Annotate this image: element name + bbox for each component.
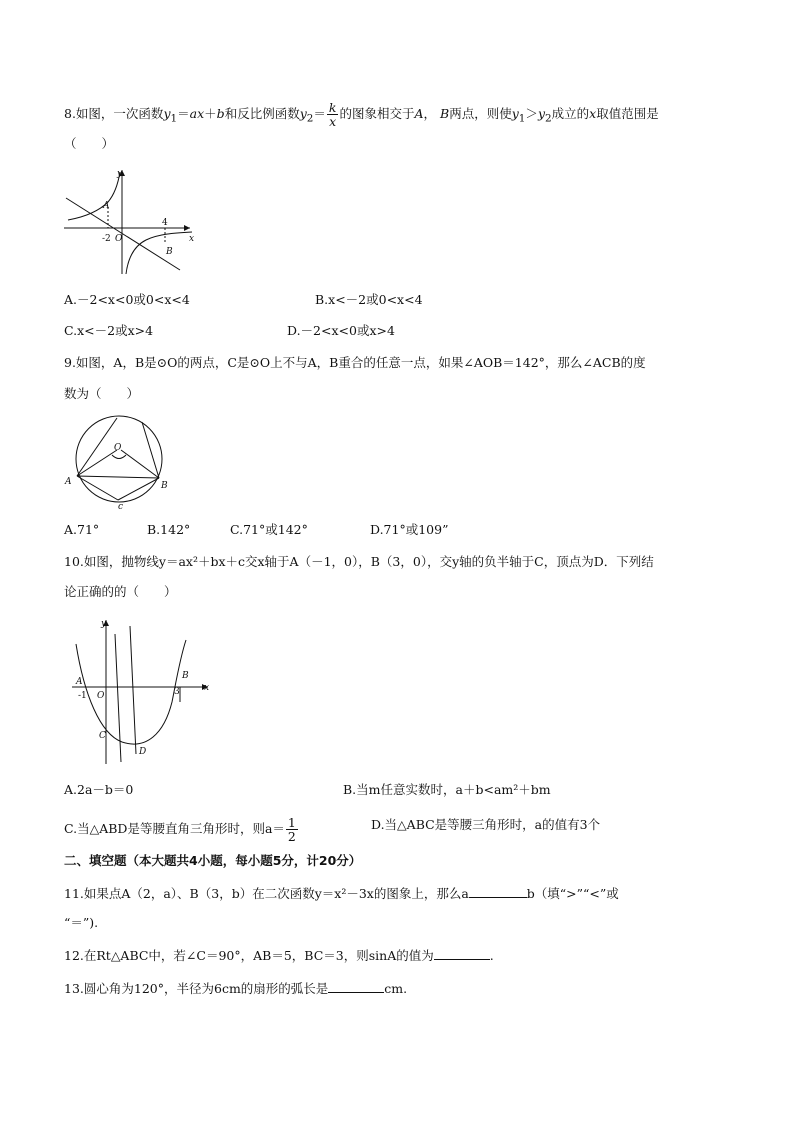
q12-stem <box>64 946 494 965</box>
q9-option-d: D.71°或109” <box>370 522 449 537</box>
q8-text: 和反比例函数 <box>224 106 300 121</box>
q8-sub: 2 <box>545 112 552 125</box>
q13-text: cm. <box>384 981 408 996</box>
fraction-denominator: 2 <box>287 829 296 844</box>
q8-text: 两点，则使 <box>449 106 512 121</box>
q13-text: 13.圆心角为120°，半径为6cm的扇形的弧长是 <box>64 981 329 996</box>
q8-sub: 1 <box>518 112 526 125</box>
q8-text: ＞ <box>525 106 538 121</box>
q12-text: . <box>489 948 494 963</box>
q9-figure <box>62 410 182 510</box>
radius-OB <box>121 450 159 478</box>
label-B: B <box>161 481 168 491</box>
label-neg1: -1 <box>78 691 87 701</box>
option-c-text: C.当△ABD是等腰直角三角形时，则a＝ <box>64 821 285 836</box>
label-neg2: -2 <box>102 234 111 244</box>
label-A: A <box>103 201 110 211</box>
q8-text: ＝ <box>177 106 190 121</box>
q12-text: 12.在Rt△ABC中，若∠C＝90°，AB＝5，BC＝3，则sinA的值为 <box>64 948 434 963</box>
q10-stem-line2: 论正确的的（ ） <box>64 584 177 599</box>
q10-figure <box>68 614 218 766</box>
q8-var: y <box>299 106 307 121</box>
label-B: B <box>182 671 189 681</box>
q8-var: y <box>537 106 545 121</box>
q10-option-c <box>64 816 299 843</box>
q8-var: x <box>589 106 597 121</box>
fraction-numerator: k <box>328 100 337 115</box>
option-c-fraction <box>286 816 298 843</box>
q11-stem-line2: “＝”). <box>64 915 99 930</box>
q8-stem <box>64 101 659 128</box>
q8-text: ＋ <box>204 106 217 121</box>
label-O: O <box>97 691 105 701</box>
q9-option-b: B.142° <box>147 522 191 537</box>
angle-arc <box>112 455 126 459</box>
answer-blank[interactable] <box>434 946 490 960</box>
label-4: 4 <box>162 218 168 228</box>
answer-blank[interactable] <box>328 979 384 993</box>
q8-figure <box>62 162 202 280</box>
q8-var: B <box>440 106 450 121</box>
q8-var: y <box>511 106 519 121</box>
radius-OA <box>77 450 117 476</box>
q8-fraction <box>327 101 339 128</box>
q8-answer-parens: （ ） <box>64 136 115 151</box>
q8-var: b <box>216 106 225 121</box>
x-axis-arrow <box>184 225 190 231</box>
q10-stem-line1: 10.如图，抛物线y＝ax²＋bx＋c交x轴于A（－1，0），B（3，0），交y轴的负半轴于C，顶点为D．下列结 <box>64 554 654 569</box>
q8-option-c: C.x<－2或x>4 <box>64 323 154 338</box>
q10-option-b: B.当m任意实数时，a＋b<am²＋bm <box>343 782 551 797</box>
q9-stem-line1: 9.如图，A，B是⊙O的两点，C是⊙O上不与A，B重合的任意一点，如果∠AOB＝142°，那么∠ACB的度 <box>64 355 646 370</box>
section-2-heading: 二、填空题（本大题共4小题，每小题5分，计20分） <box>64 853 362 868</box>
label-B: B <box>166 247 173 257</box>
label-A: A <box>65 477 72 487</box>
label-A: A <box>76 677 83 687</box>
q8-var: A <box>414 106 424 121</box>
q11-text: b（填“>”“<”或 <box>526 886 619 901</box>
q8-text: ， <box>423 106 437 121</box>
q11-stem-line1 <box>64 884 619 903</box>
chord-BC-lower <box>118 478 159 500</box>
q8-var: ax <box>189 106 205 121</box>
vertical-line-2 <box>130 626 136 754</box>
q10-option-d: D.当△ABC是等腰三角形时，a的值有3个 <box>371 817 601 832</box>
linear-function-line <box>66 198 180 270</box>
label-x: x <box>189 234 195 244</box>
hyperbola-branch-left <box>68 172 120 220</box>
hyperbola-branch-right <box>126 232 195 274</box>
q8-option-a: A.－2<x<0或0<x<4 <box>64 292 190 307</box>
q8-option-d: D.－2<x<0或x>4 <box>287 323 395 338</box>
label-y: y <box>101 619 107 629</box>
q8-text: 的图象相交于 <box>339 106 415 121</box>
chord-AB <box>77 476 159 478</box>
q8-text: 取值范围是 <box>596 106 659 121</box>
q8-var: y <box>163 106 171 121</box>
fraction-numerator: 1 <box>287 815 296 830</box>
label-C: c <box>118 502 124 510</box>
label-O: O <box>115 234 123 244</box>
chord-AC-upper <box>77 418 117 476</box>
label-D: D <box>139 747 147 757</box>
q8-text: 8.如图，一次函数 <box>64 106 164 121</box>
fraction-denominator: x <box>329 114 337 129</box>
label-O: O <box>114 443 122 453</box>
q10-option-a: A.2a－b＝0 <box>64 782 134 797</box>
label-C: C <box>99 731 106 741</box>
q9-option-c: C.71°或142° <box>230 522 308 537</box>
q9-stem-line2: 数为（ ） <box>64 386 140 401</box>
label-y: y <box>117 169 123 179</box>
answer-blank[interactable] <box>469 884 527 898</box>
q13-stem <box>64 979 407 998</box>
label-3: 3 <box>174 687 180 697</box>
q8-text: ＝ <box>313 106 326 121</box>
label-x: x <box>204 683 210 693</box>
q8-text: 成立的 <box>551 106 590 121</box>
q8-sub: 2 <box>306 112 314 125</box>
q9-option-a: A.71° <box>64 522 100 537</box>
vertical-line-1 <box>115 634 121 762</box>
q11-text: 11.如果点A（2，a）、B（3，b）在二次函数y＝x²－3x的图象上，那么a <box>64 886 469 901</box>
q8-option-b: B.x<－2或0<x<4 <box>315 292 423 307</box>
q8-sub: 1 <box>170 112 178 125</box>
